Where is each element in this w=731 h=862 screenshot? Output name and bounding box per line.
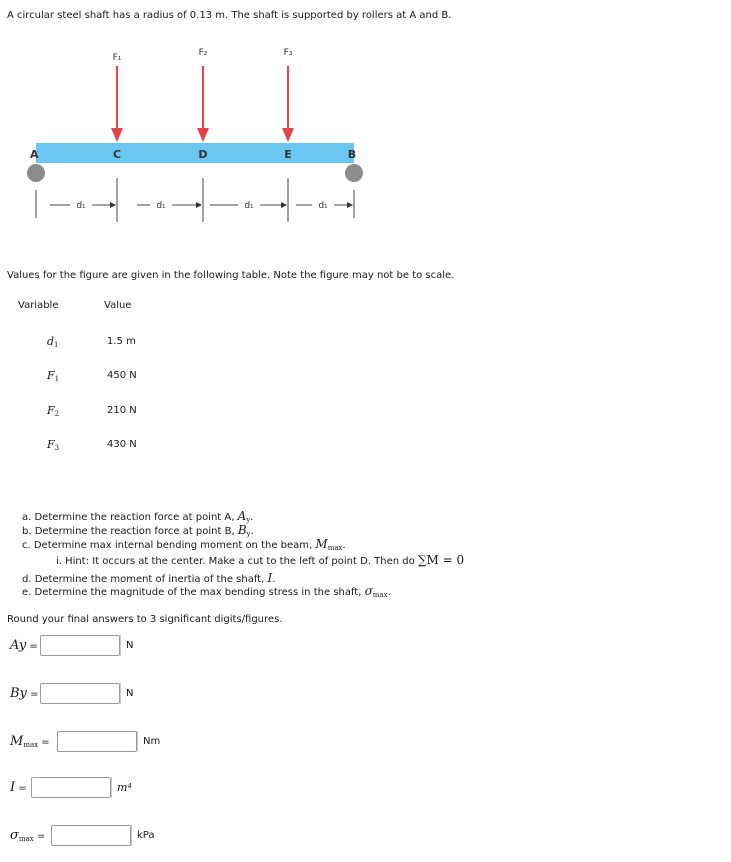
force-label-f3: F₃ [283,48,293,58]
instruction-b: b. Determine the reaction force at point B, $B_y$. [22,523,254,538]
point-label-c: C [112,148,122,161]
roller-b [345,164,363,182]
roller-a [27,164,45,182]
point-label-a: A [30,148,39,161]
instruction-c: c. Determine max internal bending moment on the beam, $M_{max}$. [22,537,346,552]
ay-unit: N [120,635,133,656]
force-label-f1: F₁ [112,53,122,63]
table-variable-cell: $F_1$ [47,369,60,383]
instruction-a: a. Determine the reaction force at point A, $A_y$. [22,509,254,524]
table-value-cell: 450 N [107,370,137,381]
instruction-hint: i. Hint: It occurs at the center. Make a cut to the left of point D. Then do ∑M = 0 [56,553,465,567]
table-variable-cell: $d_1$ [47,335,59,349]
force-arrow-f2 [197,66,209,142]
instruction-e: e. Determine the magnitude of the max bending stress in the shaft, $\sigma_{max}$. [22,584,391,599]
instruction-d: d. Determine the moment of inertia of the shaft, I. [22,571,276,585]
dim-label-1: d₁ [76,201,86,211]
label-i: I [10,780,16,795]
dim-label-2: d₁ [156,201,166,211]
round-note: Round your final answers to 3 significant digits/figures. [7,614,283,625]
label-by: By [10,686,27,701]
beam-figure [0,40,731,260]
i-unit: m⁴ [111,777,132,798]
beam [36,143,357,163]
label-mmax: $M_{max}$ [10,734,39,749]
table-variable-cell: $F_3$ [47,438,60,452]
table-value-cell: 430 N [107,439,137,450]
sigma-unit: kPa [131,825,155,846]
mmax-input[interactable] [57,731,137,752]
point-label-e: E [284,148,292,161]
mmax-unit: Nm [137,731,160,752]
ay-input[interactable] [40,635,120,656]
table-value-cell: 1.5 m [107,336,136,347]
point-label-d: D [198,148,208,161]
table-header-value: Value [104,300,132,311]
force-arrow-f1 [111,66,123,142]
point-label-b: B [347,148,357,161]
table-header-variable: Variable [18,300,59,311]
force-arrow-f3 [282,66,294,142]
table-variable-cell: $F_2$ [47,404,60,418]
label-sigma: $\sigma_{max}$ [10,828,34,843]
label-ay: Ay [10,638,27,653]
sigma-input[interactable] [51,825,131,846]
force-label-f2: F₂ [198,48,208,58]
table-note: Values for the figure are given in the following table. Note the figure may not be to scale. [7,270,455,281]
i-input[interactable] [31,777,111,798]
table-value-cell: 210 N [107,405,137,416]
dim-label-3: d₁ [244,201,254,211]
by-unit: N [120,683,133,704]
dim-label-4: d₁ [318,201,328,211]
problem-statement: A circular steel shaft has a radius of 0.13 m. The shaft is supported by rollers at A and B. [7,10,452,21]
by-input[interactable] [40,683,120,704]
